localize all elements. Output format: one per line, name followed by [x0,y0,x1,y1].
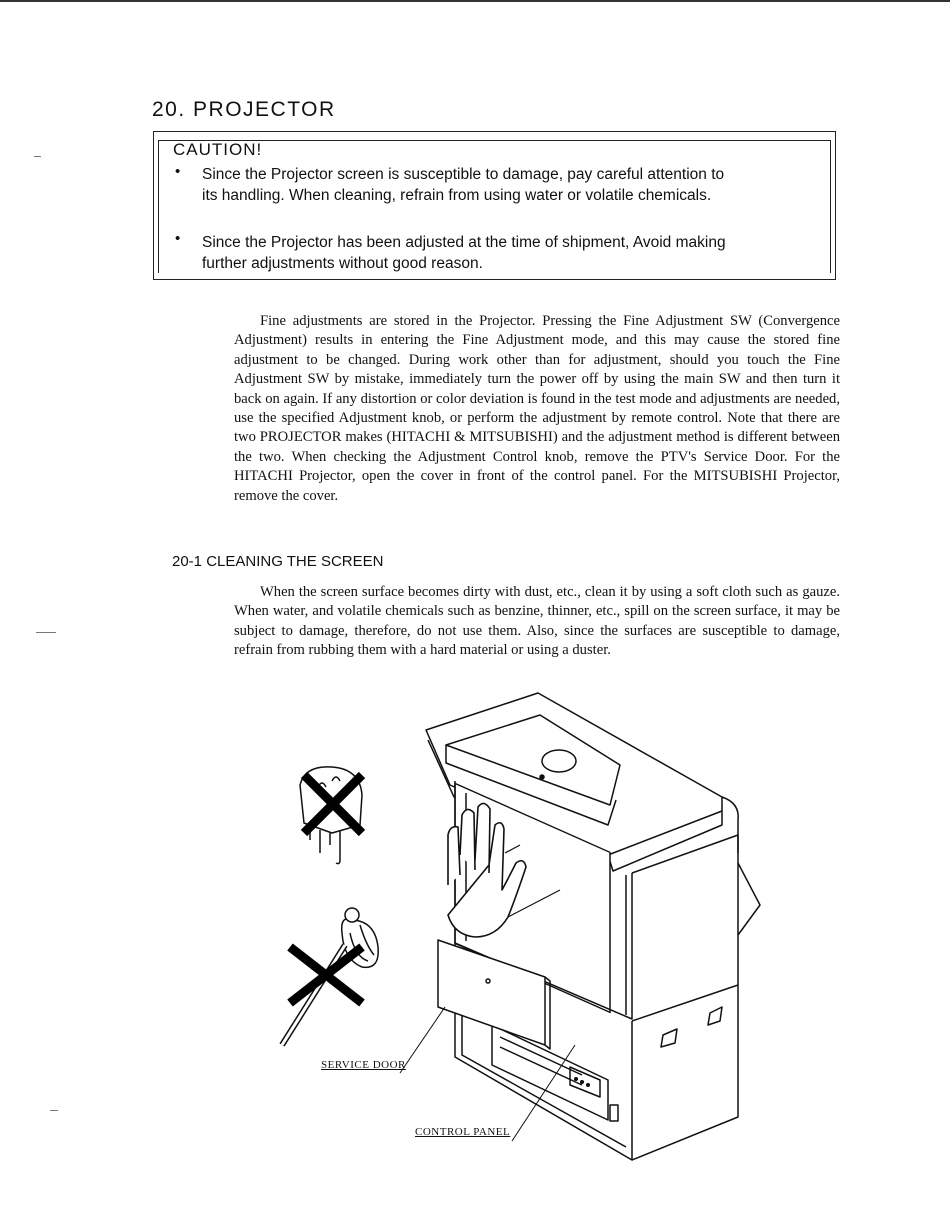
no-duster-icon [282,908,378,1045]
caution-title: CAUTION! [173,140,263,159]
intro-paragraph: Fine adjustments are stored in the Projector. Pressing the Fine Adjustment SW (Convergence Adjustment) results in entering the Fine Adjustment mode, and this may cause the stored fine adjustment to be changed. During work other than for adjustment, should you touch the Fine Adjustment SW by mistake, immediately turn the power off by using the main SW and then turn it back on again. If any distortion or color deviation is found in the test mode and adjustments are needed, use the specified Adjustment knob, or perform the adjustment by remote control. Note that there are two PROJECTOR makes (HITACHI & MITSUBISHI) and the adjustment method is different between the two. When checking the Adjustment Control knob, remove the PTV's Service Door. For the HITACHI Projector, open the cover in front of the control panel. For the MITSUBISHI Projector, remove the cover. [234,313,840,504]
cleaning-paragraph: When the screen surface becomes dirty with dust, etc., clean it by using a soft cloth such as gauze. When water, and volatile chemicals such as benzine, thinner, etc., spill on the screen surface, it may be subject to damage, therefore, do not use them. Also, since the surfaces are susceptible to damage, refrain from rubbing them with a hard material or using a duster. [234,584,840,659]
bullet-icon: • [175,230,181,247]
margin-mark [50,1110,58,1111]
margin-mark [36,632,56,633]
no-liquid-icon [300,767,362,864]
bullet-icon: • [175,163,181,180]
section-title: 20. PROJECTOR [152,98,336,121]
subsection-title: 20-1 CLEANING THE SCREEN [172,553,384,570]
caution-item-2: Since the Projector has been adjusted at the time of shipment, Avoid making further adjustments without good reason. [202,234,726,272]
page-top-rule [0,0,950,2]
service-door-label: SERVICE DOOR [321,1059,406,1071]
control-panel-label: CONTROL PANEL [415,1126,511,1138]
margin-mark [34,156,41,157]
caution-item-1: Since the Projector screen is susceptible to damage, pay careful attention to its handling. When cleaning, refrain from using water or volatile chemicals. [202,166,725,204]
projector-cleaning-illustration [270,685,780,1165]
